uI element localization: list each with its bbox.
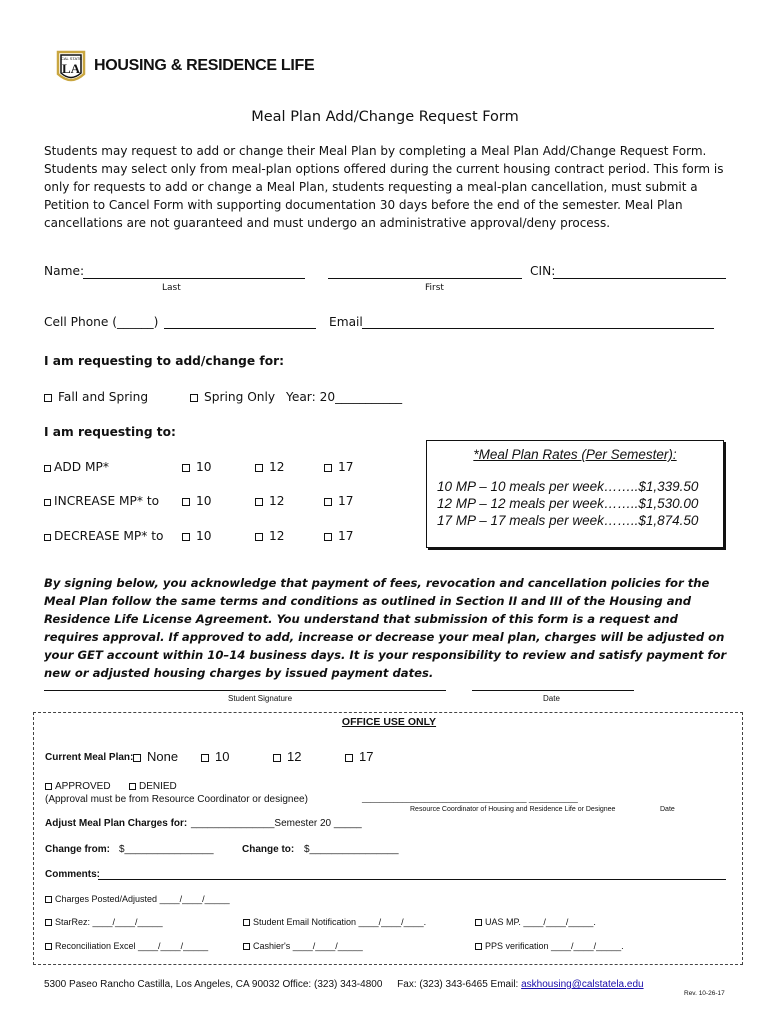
checkbox[interactable] xyxy=(273,754,281,762)
coordinator-date-caption: Date xyxy=(660,806,675,813)
denied-option[interactable] xyxy=(129,781,177,792)
cin-label: CIN: xyxy=(530,264,556,278)
logo xyxy=(56,50,86,86)
add-mp-checkbox[interactable] xyxy=(44,465,51,472)
decrease-17-option[interactable] xyxy=(324,529,354,543)
current-none-option[interactable] xyxy=(133,749,178,764)
email-label: Email xyxy=(329,315,363,329)
checkbox[interactable] xyxy=(182,533,190,541)
add-12-option[interactable] xyxy=(255,460,285,474)
footer-address: 5300 Paseo Rancho Castilla, Los Angeles, CA 90032 Office: (323) 343-4800 xyxy=(44,979,383,990)
change-from-label: Change from: xyxy=(45,844,110,855)
approved-label: APPROVED xyxy=(55,781,111,792)
term-heading: I am requesting to add/change for: xyxy=(44,354,284,368)
rates-title: *Meal Plan Rates (Per Semester): xyxy=(473,447,677,462)
reconciliation-option[interactable] xyxy=(45,941,208,951)
starrez-option[interactable] xyxy=(45,917,163,927)
request-heading: I am requesting to: xyxy=(44,425,176,439)
option-label: 17 xyxy=(338,529,354,543)
current-plan-label: Current Meal Plan: xyxy=(45,752,134,763)
adjust-label: Adjust Meal Plan Charges for: xyxy=(45,818,188,829)
email-field[interactable] xyxy=(362,328,714,329)
checkbox[interactable] xyxy=(345,754,353,762)
current-17-option[interactable] xyxy=(345,749,373,764)
logo-caption: CAL STATE xyxy=(61,56,83,61)
page-title: Meal Plan Add/Change Request Form xyxy=(251,109,519,125)
request-row-add[interactable] xyxy=(44,460,109,474)
option-label: 17 xyxy=(338,460,354,474)
checkbox[interactable] xyxy=(45,783,52,790)
checkbox[interactable] xyxy=(45,943,52,950)
starrez-label: StarRez: ____/____/_____ xyxy=(55,917,163,927)
footer-fax: Fax: (323) 343-6465 Email: xyxy=(397,979,519,990)
signature-date-caption: Date xyxy=(543,694,560,703)
checkbox[interactable] xyxy=(243,943,250,950)
logo-text: LA xyxy=(62,61,81,76)
footer xyxy=(44,979,644,990)
adjust-semester-field[interactable]: _______________Semester 20 _____ xyxy=(191,818,362,829)
option-label: 10 xyxy=(196,460,212,474)
cell-phone-field[interactable] xyxy=(164,328,316,329)
spring-only-checkbox[interactable] xyxy=(190,394,198,402)
change-to-label: Change to: xyxy=(242,844,295,855)
reconciliation-label: Reconciliation Excel ____/____/_____ xyxy=(55,941,209,951)
increase-12-option[interactable] xyxy=(255,494,285,508)
cashiers-label: Cashier's ____/____/_____ xyxy=(253,941,363,951)
cashiers-option[interactable] xyxy=(243,941,363,951)
option-label: 12 xyxy=(269,494,285,508)
checkbox[interactable] xyxy=(182,464,190,472)
checkbox[interactable] xyxy=(475,919,482,926)
signature-date-field[interactable] xyxy=(472,690,634,691)
checkbox[interactable] xyxy=(324,464,332,472)
office-heading: OFFICE USE ONLY xyxy=(341,716,437,728)
intro-paragraph: Students may request to add or change their Meal Plan by completing a Meal Plan Add/Change Request Form. Students may select only from meal-plan options offered during the current housing contract period. This form is only for requests to add or change a Meal Plan, students requesting a meal-plan cancellation, must submit a Petition to Cancel Form with supporting documentation 30 days before the end of the semester. Meal Plan cancellations are not guaranteed and must undergo an administrative approval/deny process. xyxy=(44,144,724,230)
revision-note: Rev. 10-26-17 xyxy=(684,990,725,997)
checkbox[interactable] xyxy=(255,498,263,506)
spring-only-label: Spring Only xyxy=(204,390,276,404)
first-caption: First xyxy=(425,283,444,293)
cell-phone-label: Cell Phone (______) xyxy=(44,315,159,329)
email-notification-option[interactable] xyxy=(243,917,426,927)
rate-line: 12 MP – 12 meals per week……..$1,530.00 xyxy=(437,496,699,511)
denied-label: DENIED xyxy=(139,781,177,792)
option-label: 12 xyxy=(269,529,285,543)
approval-note: (Approval must be from Resource Coordinator or designee) xyxy=(45,794,308,805)
option-label: 10 xyxy=(196,494,212,508)
checkbox[interactable] xyxy=(133,754,141,762)
coordinator-caption: Resource Coordinator of Housing and Residence Life or Designee xyxy=(410,806,616,813)
fall-spring-checkbox[interactable] xyxy=(44,394,52,402)
option-label: 12 xyxy=(269,460,285,474)
pps-label: PPS verification ____/____/_____. xyxy=(485,941,624,951)
add-10-option[interactable] xyxy=(182,460,212,474)
footer-email-link[interactable]: askhousing@calstatela.edu xyxy=(521,979,644,990)
checkbox[interactable] xyxy=(324,498,332,506)
request-row-increase[interactable] xyxy=(44,494,159,508)
decrease-12-option[interactable] xyxy=(255,529,285,543)
checkbox[interactable] xyxy=(45,896,52,903)
cin-field[interactable] xyxy=(553,278,726,279)
increase-mp-label: INCREASE MP* to xyxy=(54,494,160,508)
spring-only-option[interactable] xyxy=(190,390,275,404)
checkbox[interactable] xyxy=(182,498,190,506)
decrease-mp-label: DECREASE MP* to xyxy=(54,529,164,543)
email-notification-label: Student Email Notification ____/____/____. xyxy=(253,917,427,927)
checkbox[interactable] xyxy=(475,943,482,950)
charges-posted-label: Charges Posted/Adjusted ____/____/_____ xyxy=(55,894,230,904)
checkbox[interactable] xyxy=(255,533,263,541)
last-name-field[interactable] xyxy=(83,278,305,279)
increase-17-option[interactable] xyxy=(324,494,354,508)
increase-10-option[interactable] xyxy=(182,494,212,508)
uas-label: UAS MP. ____/____/_____. xyxy=(485,917,596,927)
current-10-option[interactable] xyxy=(201,749,229,764)
office-use-section xyxy=(33,712,743,965)
name-label: Name: xyxy=(44,264,85,278)
rate-line: 17 MP – 17 meals per week……..$1,874.50 xyxy=(437,513,699,528)
student-signature-field[interactable] xyxy=(44,690,446,691)
approved-option[interactable] xyxy=(45,781,111,792)
first-name-field[interactable] xyxy=(328,278,522,279)
comments-label: Comments: xyxy=(45,869,101,880)
option-label: 10 xyxy=(215,749,230,764)
decrease-mp-checkbox[interactable] xyxy=(44,534,51,541)
checkbox[interactable] xyxy=(45,919,52,926)
student-signature-caption: Student Signature xyxy=(228,694,293,703)
comments-field[interactable] xyxy=(98,879,726,880)
option-label: 17 xyxy=(359,749,374,764)
org-name: HOUSING & RESIDENCE LIFE xyxy=(94,57,315,74)
agreement-paragraph: By signing below, you acknowledge that payment of fees, revocation and cancellation policies for the Meal Plan follow the same terms and conditions as outlined in Section II and III of the Housing and Residence Life License Agreement. You understand that submission of this form is a request and requires approval. If approved to add, increase or decrease your meal plan, charges will be adjusted on your GET account within 10–14 business days. It is your responsibility to review and satisfy payment for new or adjusted housing charges by issued payment dates. xyxy=(44,576,727,680)
charges-posted-option[interactable] xyxy=(45,894,230,904)
checkbox[interactable] xyxy=(255,464,263,472)
request-row-decrease[interactable] xyxy=(44,529,163,543)
option-label: 17 xyxy=(338,494,354,508)
year-field[interactable]: Year: 20___________ xyxy=(286,390,403,404)
option-label: None xyxy=(147,749,179,764)
decrease-10-option[interactable] xyxy=(182,529,212,543)
fall-spring-option[interactable] xyxy=(44,390,148,404)
fall-spring-label: Fall and Spring xyxy=(58,390,149,404)
option-label: 10 xyxy=(196,529,212,543)
meal-plan-rates-box xyxy=(426,440,724,548)
uas-option[interactable] xyxy=(475,917,596,927)
add-17-option[interactable] xyxy=(324,460,354,474)
option-label: 12 xyxy=(287,749,302,764)
current-12-option[interactable] xyxy=(273,749,301,764)
change-from-field[interactable]: $________________ xyxy=(119,844,214,855)
last-caption: Last xyxy=(162,283,181,293)
coordinator-signature-field[interactable]: _____________________________________ ___________ xyxy=(362,794,578,803)
add-mp-label: ADD MP* xyxy=(54,460,109,474)
rate-line: 10 MP – 10 meals per week……..$1,339.50 xyxy=(437,479,699,494)
checkbox[interactable] xyxy=(201,754,209,762)
checkbox[interactable] xyxy=(243,919,250,926)
checkbox[interactable] xyxy=(324,533,332,541)
pps-option[interactable] xyxy=(475,941,624,951)
checkbox[interactable] xyxy=(129,783,136,790)
increase-mp-checkbox[interactable] xyxy=(44,499,51,506)
change-to-field[interactable]: $________________ xyxy=(304,844,399,855)
